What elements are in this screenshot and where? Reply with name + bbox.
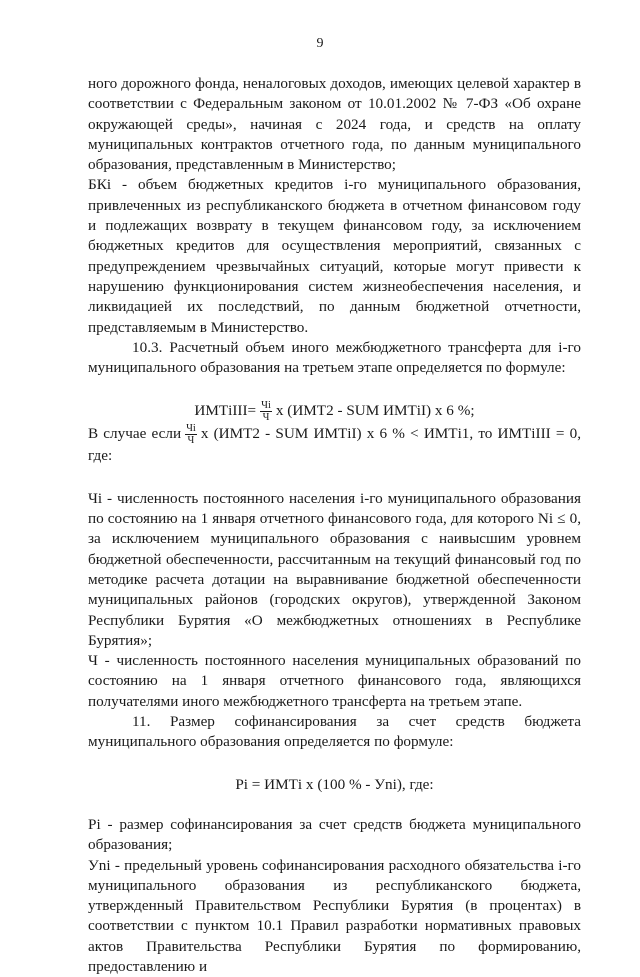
fraction-numerator: Чi (260, 400, 272, 412)
formula-imt-iii (88, 400, 581, 423)
paragraph-ch-definition: Ч - численность постоянного населения муниципальных образований по состоянию на 1 января отчетного финансового года, являющихся получателями иного межбюджетного трансферта на третьем этапе. (88, 651, 581, 712)
condition-suffix: x (ИМТ2 - SUM ИМТiI) x 6 % < ИМТi1, то ИМТiIII = 0, где: (88, 425, 581, 464)
page-number: 9 (0, 36, 640, 52)
condition-prefix: В случае если (88, 425, 181, 442)
document-body (88, 74, 581, 977)
fraction-numerator: Чi (185, 423, 197, 435)
fraction (185, 423, 197, 446)
fraction-denominator: Ч (185, 435, 197, 446)
paragraph-10-3: 10.3. Расчетный объем иного межбюджетного трансферта для i-го муниципального образования на третьем этапе определяется по формуле: (88, 338, 581, 379)
fraction (260, 400, 272, 423)
formula-pi: Pi = ИМТi x (100 % - Уni), где: (88, 775, 581, 795)
paragraph-11: 11. Размер софинансирования за счет средств бюджета муниципального образования определяется по формуле: (88, 712, 581, 753)
paragraph-chi-definition: Чi - численность постоянного населения i-го муниципального образования по состоянию на 1 января отчетного финансового года, для которого Ni ≤ 0, за исключением муниципального образования с наивысшим уровнем бюджетной обеспеченности, рассчитанным на текущий финансовый год по методике расчета дотации на выравнивание бюджетной обеспеченности муниципальных районов (городских округов), утвержденной Законом Республики Бурятия «О межбюджетных отношениях в Республике Бурятия»; (88, 489, 581, 651)
paragraph-uni-definition: Уni - предельный уровень софинансирования расходного обязательства i-го муниципального образования из республиканского бюджета, утвержденный Правительством Республики Бурятия (в процентах) в соответствии с пунктом 10.1 Правил разработки нормативных правовых актов Правительства Республики Бурятия по формированию, предоставлению и (88, 856, 581, 977)
formula-right: x (ИМТ2 - SUM ИМТiI) x 6 %; (276, 402, 475, 419)
condition-line (88, 423, 581, 466)
formula-left: ИМТiIII= (194, 402, 256, 419)
fraction-denominator: Ч (260, 412, 272, 423)
paragraph-continuation: ного дорожного фонда, неналоговых доходов, имеющих целевой характер в соответствии с Федеральным законом от 10.01.2002 № 7-ФЗ «Об охране окружающей среды», начиная с 2024 года, и средств на оплату муниципальных контрактов отчетного года, по данным муниципального образования, представленным в Министерство; (88, 74, 581, 175)
paragraph-pi-definition: Pi - размер софинансирования за счет средств бюджета муниципального образования; (88, 815, 581, 856)
paragraph-bki-definition: БКi - объем бюджетных кредитов i-го муниципального образования, привлеченных из республиканского бюджета в отчетном финансовом году и подлежащих возврату в текущем финансовом году, за исключением бюджетных кредитов для осуществления мероприятий, связанных с предупреждением чрезвычайных ситуаций, которые могут привести к нарушению функционирования систем жизнеобеспечения населения, и ликвидацией их последствий, по данным бюджетной отчетности, представляемым в Министерство. (88, 175, 581, 337)
